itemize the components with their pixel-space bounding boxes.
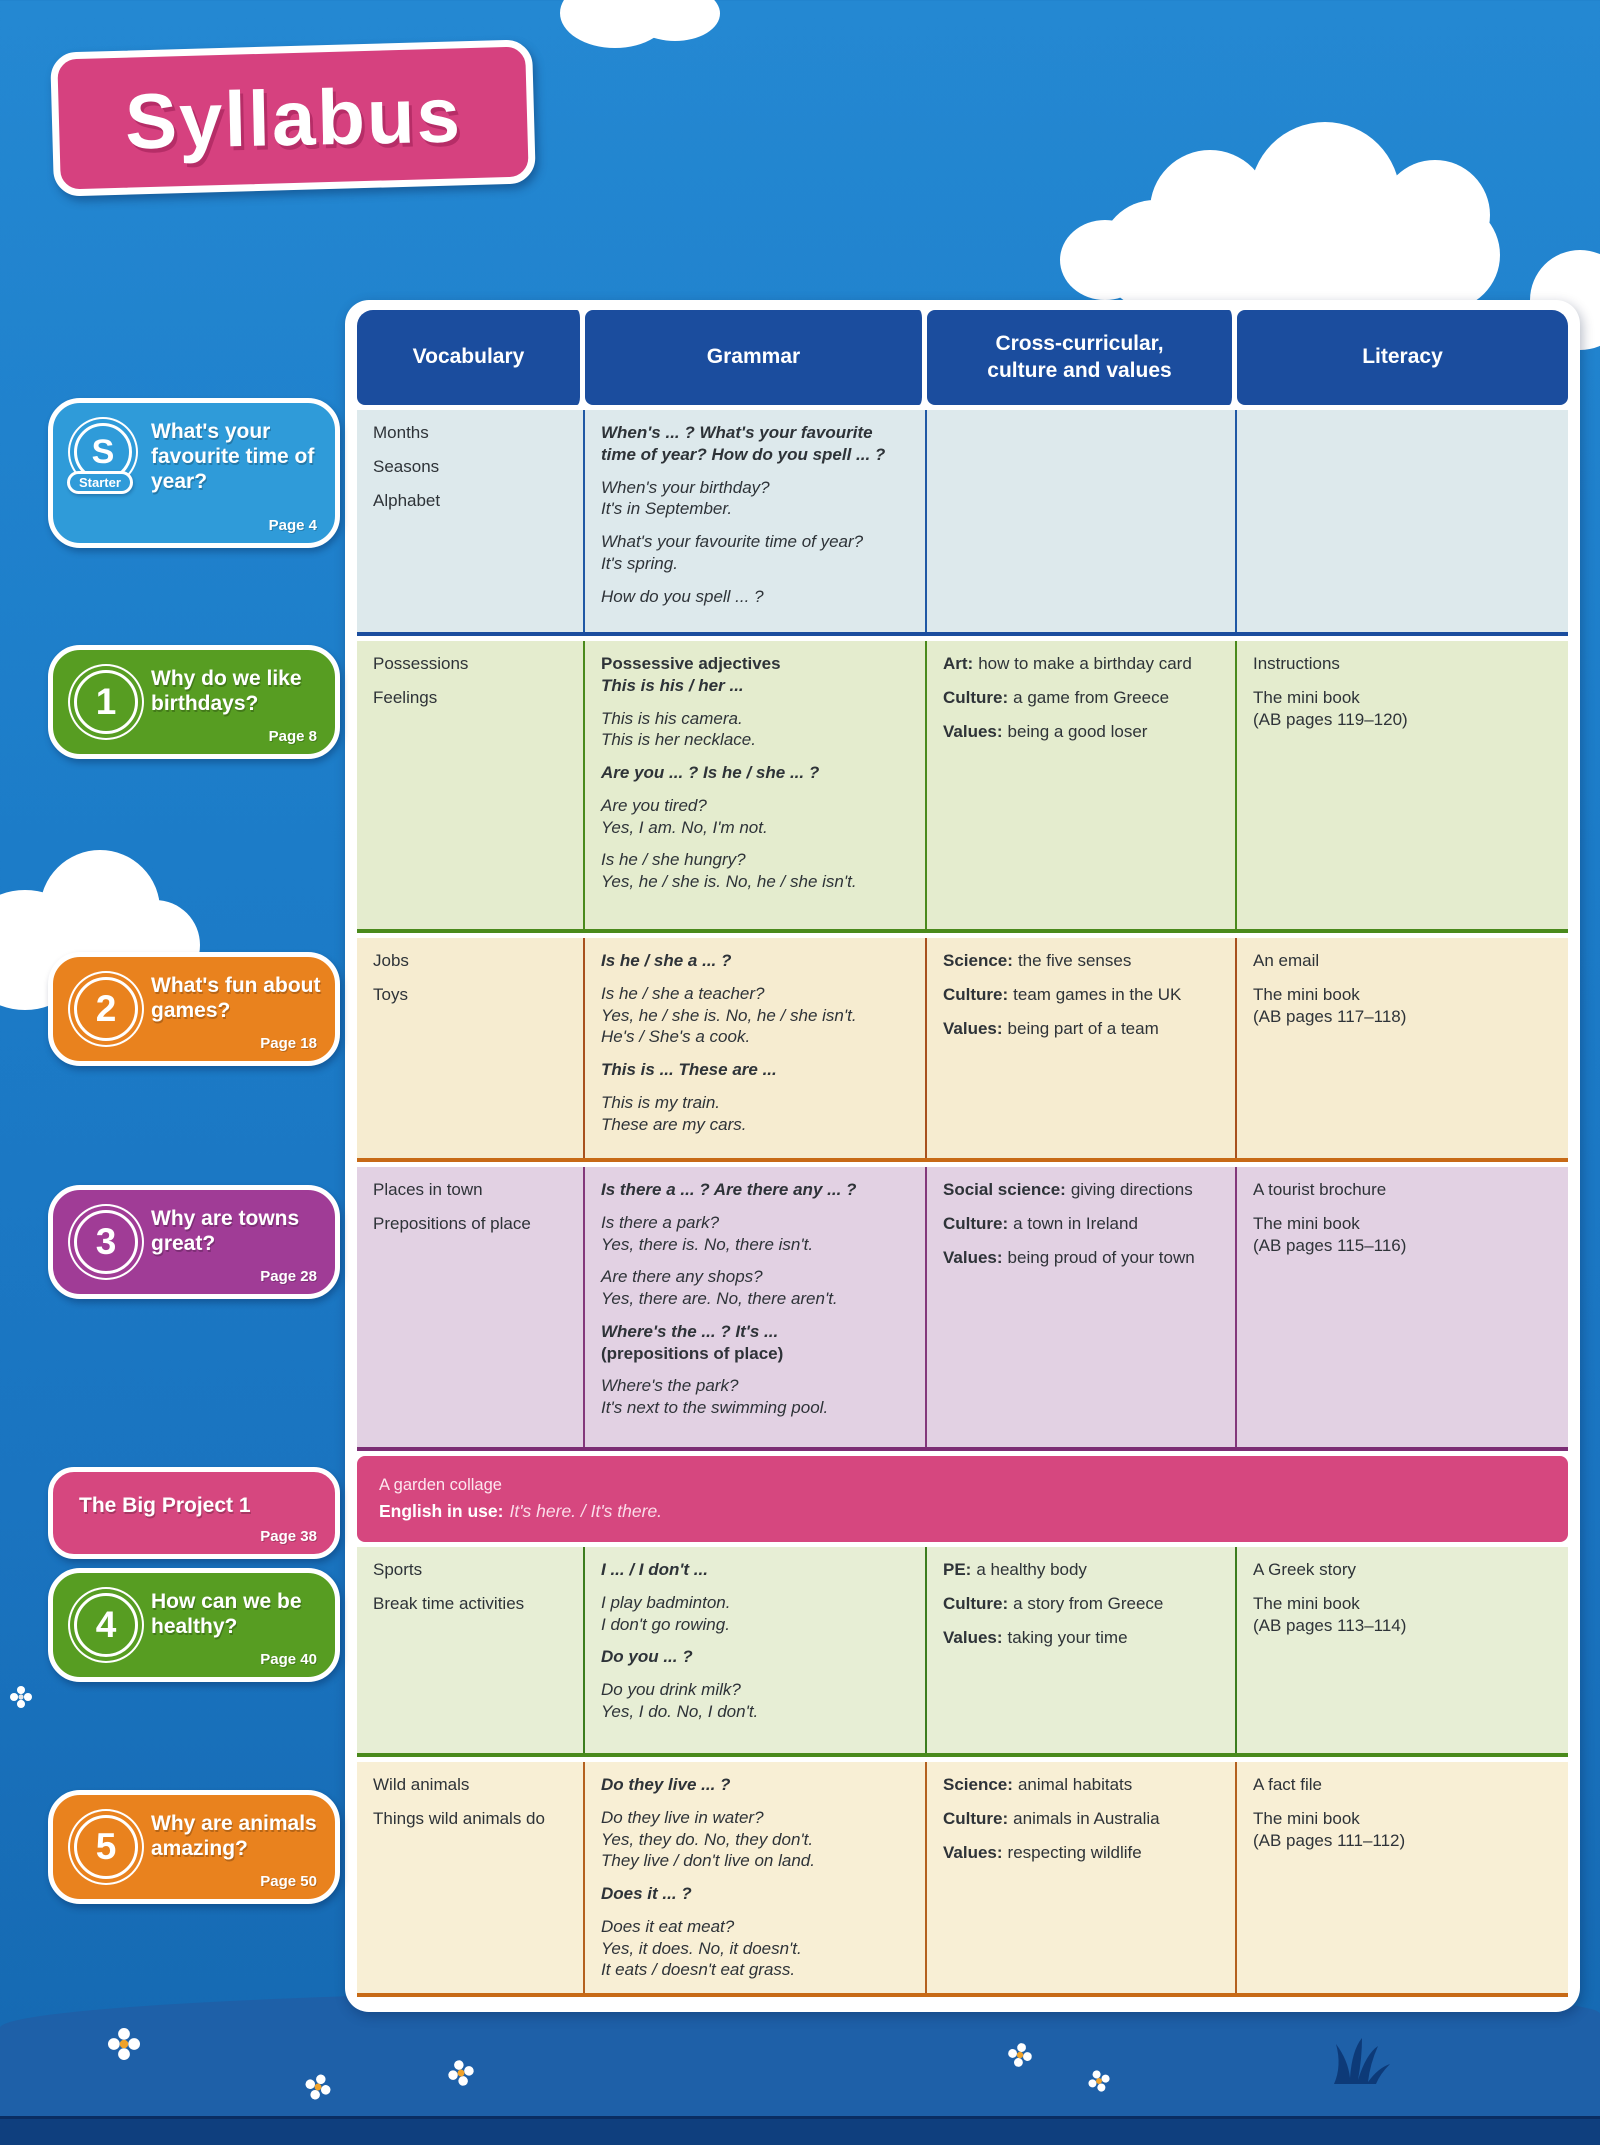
literacy-item: The mini book (AB pages 117–118) (1253, 984, 1407, 1026)
grammar-pattern: This is ... These are ... (601, 1060, 777, 1079)
cross-label: Values: (943, 1627, 1003, 1647)
daisy-flower-icon (1088, 2070, 1110, 2097)
unit-title: Why are animals amazing? (151, 1812, 317, 1861)
cross-item (943, 1627, 1219, 1649)
starter-symbol: S (74, 423, 132, 481)
cross-item (943, 1593, 1219, 1615)
grammar-example: What's your favourite time of year? It's spring. (601, 532, 864, 573)
unit-title: Why are towns great? (151, 1207, 300, 1256)
cross-item (943, 1213, 1219, 1235)
cross-item (943, 1842, 1219, 1864)
unit-title: What's your favourite time of year? (151, 420, 315, 494)
literacy-item: The mini book (AB pages 113–114) (1253, 1593, 1407, 1635)
unit-page: Page 40 (260, 1651, 317, 1668)
column-header-literacy: Literacy (1237, 310, 1568, 405)
vocab-item: Break time activities (373, 1593, 525, 1613)
vocab-item: Possessions (373, 654, 469, 673)
grammar-example: Do you drink milk? Yes, I do. No, I don't. (601, 1680, 759, 1721)
vocab-item: Months (373, 423, 429, 442)
grammar-pattern: This is his / her ... (601, 675, 744, 695)
grammar-cell (585, 1547, 927, 1753)
literacy-item: Instructions (1253, 654, 1340, 673)
table-row-unit4 (357, 1547, 1568, 1757)
grass-tuft-icon (1330, 2036, 1394, 2091)
table-row-unit5 (357, 1762, 1568, 1997)
vocab-item: Feelings (373, 687, 438, 707)
english-in-use-label: English in use: (379, 1501, 504, 1521)
cross-text: a game from Greece (1013, 687, 1170, 707)
grammar-pattern: Are you ... ? Is he / she ... ? (601, 763, 820, 782)
unit-number: 5 (74, 1815, 138, 1879)
literacy-cell (1237, 1167, 1568, 1447)
big-project-band (357, 1456, 1568, 1542)
grammar-example: This is his camera. This is her necklace. (601, 708, 756, 750)
cross-text: a story from Greece (1013, 1593, 1164, 1613)
literacy-cell (1237, 410, 1568, 632)
grammar-example: Is he / she a teacher? Yes, he / she is. No, he / she isn't. He's / She's a cook. (601, 983, 857, 1047)
unit-title: How can we be healthy? (151, 1590, 302, 1639)
unit-page: Page 28 (260, 1268, 317, 1285)
grammar-example: I play badminton. I don't go rowing. (601, 1592, 731, 1634)
grammar-pattern: Do you ... ? (601, 1647, 693, 1667)
cross-curricular-cell (927, 1167, 1237, 1447)
unit-page: Page 18 (260, 1035, 317, 1052)
cross-label: Social science: (943, 1180, 1066, 1199)
cross-label: Values: (943, 1018, 1003, 1038)
grammar-example: Do they live in water? Yes, they do. No, they don't. They live / don't live on land. (601, 1807, 815, 1871)
english-in-use-example: It's here. / It's there. (509, 1501, 663, 1521)
literacy-item: The mini book (AB pages 115–116) (1253, 1213, 1407, 1255)
unit-page: Page 50 (260, 1873, 317, 1890)
grammar-example: When's your birthday? It's in September. (601, 477, 770, 519)
vocab-item: Prepositions of place (373, 1213, 531, 1233)
unit-number: 3 (74, 1210, 138, 1274)
cross-curricular-cell (927, 1547, 1237, 1753)
grammar-pattern: Is there a ... ? Are there any ... ? (601, 1180, 857, 1199)
cross-text: respecting wildlife (1007, 1842, 1142, 1862)
grammar-example: Does it eat meat? Yes, it does. No, it doesn't. It eats / doesn't eat grass. (601, 1916, 802, 1980)
cross-item (943, 687, 1219, 709)
grammar-pattern: Does it ... ? (601, 1884, 692, 1903)
unit-badge-4 (48, 1568, 340, 1682)
cross-text: how to make a birthday card (978, 654, 1192, 673)
cross-label: Values: (943, 1842, 1003, 1862)
cross-label: Science: (943, 1775, 1013, 1794)
grammar-example: How do you spell ... ? (601, 586, 764, 606)
vocabulary-cell (357, 641, 585, 929)
literacy-item: A tourist brochure (1253, 1180, 1387, 1199)
cross-label: Culture: (943, 687, 1009, 707)
unit-badge-1 (48, 645, 340, 759)
cross-text: giving directions (1070, 1180, 1193, 1199)
cross-text: animal habitats (1017, 1775, 1133, 1794)
grammar-example: Are you tired? Yes, I am. No, I'm not. (601, 795, 768, 837)
big-project-usage (379, 1501, 1546, 1522)
column-header-grammar: Grammar (585, 310, 927, 405)
cloud-icon (560, 0, 730, 38)
cross-label: Culture: (943, 1808, 1009, 1828)
cross-item (943, 1018, 1219, 1040)
cross-text: being part of a team (1007, 1018, 1159, 1038)
big-project-badge (48, 1467, 340, 1559)
cross-curricular-cell (927, 938, 1237, 1158)
grammar-pattern: When's ... ? What's your favourite time of year? How do you spell ... ? (601, 423, 886, 464)
cross-label: Science: (943, 951, 1013, 970)
vocabulary-cell (357, 1762, 585, 1993)
vocab-item: Sports (373, 1560, 423, 1579)
table-header-row (357, 310, 1568, 405)
vocab-item: Toys (373, 984, 408, 1004)
syllabus-table (345, 300, 1580, 2012)
literacy-item: An email (1253, 951, 1320, 970)
unit-title: What's fun about games? (151, 974, 321, 1023)
cross-label: Culture: (943, 1213, 1009, 1233)
cross-item (943, 1247, 1219, 1269)
grammar-example: This is my train. These are my cars. (601, 1092, 747, 1134)
unit-title: Why do we like birthdays? (151, 667, 302, 716)
grammar-pattern: Is he / she a ... ? (601, 951, 732, 970)
ground-strip (0, 2116, 1600, 2145)
daisy-flower-icon (448, 2060, 474, 2091)
cross-label: Art: (943, 654, 974, 673)
table-row-unit1 (357, 641, 1568, 933)
vocab-item: Jobs (373, 951, 409, 970)
vocabulary-cell (357, 938, 585, 1158)
daisy-flower-icon (305, 2074, 331, 2105)
literacy-item: A Greek story (1253, 1560, 1356, 1579)
cross-curricular-cell (927, 1762, 1237, 1993)
cross-curricular-cell (927, 641, 1237, 929)
daisy-flower-icon (1008, 2043, 1032, 2072)
cross-text: being proud of your town (1007, 1247, 1195, 1267)
cross-label: PE: (943, 1560, 972, 1579)
cross-text: taking your time (1007, 1627, 1128, 1647)
unit-page: Page 4 (268, 517, 317, 534)
literacy-cell (1237, 1762, 1568, 1993)
cross-item (943, 721, 1219, 743)
table-row-starter (357, 410, 1568, 636)
cross-text: being a good loser (1007, 721, 1148, 741)
cross-item (943, 1774, 1219, 1796)
table-row-unit3 (357, 1167, 1568, 1451)
cross-text: a town in Ireland (1013, 1213, 1138, 1233)
grammar-cell (585, 641, 927, 929)
big-project-page: Page 38 (260, 1528, 317, 1545)
literacy-item: The mini book (AB pages 119–120) (1253, 687, 1408, 729)
cross-item (943, 1559, 1219, 1581)
big-project-heading: A garden collage (379, 1476, 502, 1494)
literacy-item: A fact file (1253, 1775, 1322, 1794)
page-title-banner (50, 39, 536, 196)
cross-label: Culture: (943, 1593, 1009, 1613)
vocabulary-cell (357, 410, 585, 632)
literacy-cell (1237, 938, 1568, 1158)
cross-item (943, 1808, 1219, 1830)
big-project-title: The Big Project 1 (79, 1494, 251, 1517)
grammar-example: Is there a park? Yes, there is. No, there isn't. (601, 1212, 814, 1254)
grammar-pattern: I ... / I don't ... (601, 1560, 708, 1579)
grammar-pattern: Do they live ... ? (601, 1775, 731, 1794)
unit-badge-5 (48, 1790, 340, 1904)
column-header-cross-curricular: Cross-curricular, culture and values (927, 310, 1237, 405)
cross-item (943, 950, 1219, 972)
vocab-item: Alphabet (373, 490, 441, 510)
unit-number: 4 (74, 1593, 138, 1657)
grammar-heading: (prepositions of place) (601, 1343, 784, 1363)
cloud-icon (1060, 140, 1540, 310)
cross-text: team games in the UK (1013, 984, 1182, 1004)
vocab-item: Places in town (373, 1180, 483, 1199)
cross-text: animals in Australia (1013, 1808, 1160, 1828)
cross-label: Culture: (943, 984, 1009, 1004)
cross-item (943, 984, 1219, 1006)
starter-label: Starter (67, 471, 133, 494)
cross-label: Values: (943, 721, 1003, 741)
grammar-example: Is he / she hungry? Yes, he / she is. No, he / she isn't. (601, 850, 857, 891)
vocabulary-cell (357, 1547, 585, 1753)
unit-page: Page 8 (268, 728, 317, 745)
grammar-example: Where's the park? It's next to the swimming pool. (601, 1376, 829, 1417)
grammar-cell (585, 1167, 927, 1447)
cross-text: a healthy body (976, 1560, 1087, 1579)
literacy-cell (1237, 1547, 1568, 1753)
page-title: Syllabus (123, 69, 463, 166)
grammar-example: Are there any shops? Yes, there are. No, there aren't. (601, 1267, 838, 1308)
cross-label: Values: (943, 1247, 1003, 1267)
cross-text: the five senses (1017, 951, 1132, 970)
cross-curricular-cell (927, 410, 1237, 632)
cross-item (943, 1179, 1219, 1201)
unit-number: 1 (74, 670, 138, 734)
table-row-unit2 (357, 938, 1568, 1162)
unit-number: 2 (74, 977, 138, 1041)
vocab-item: Wild animals (373, 1775, 470, 1794)
starter-badge-circle (67, 417, 143, 494)
unit-badge-2 (48, 952, 340, 1066)
grammar-heading: Possessive adjectives (601, 654, 781, 673)
literacy-cell (1237, 641, 1568, 929)
grammar-cell (585, 1762, 927, 1993)
cross-item (943, 653, 1219, 675)
literacy-item: The mini book (AB pages 111–112) (1253, 1808, 1406, 1850)
daisy-flower-icon (10, 1686, 32, 1713)
vocab-item: Seasons (373, 456, 440, 476)
grammar-cell (585, 410, 927, 632)
grammar-cell (585, 938, 927, 1158)
unit-badge-3 (48, 1185, 340, 1299)
unit-badge-starter (48, 398, 340, 548)
vocab-item: Things wild animals do (373, 1808, 545, 1828)
column-header-vocabulary: Vocabulary (357, 310, 585, 405)
vocabulary-cell (357, 1167, 585, 1447)
daisy-flower-icon (108, 2028, 140, 2065)
grammar-pattern: Where's the ... ? It's ... (601, 1321, 779, 1341)
